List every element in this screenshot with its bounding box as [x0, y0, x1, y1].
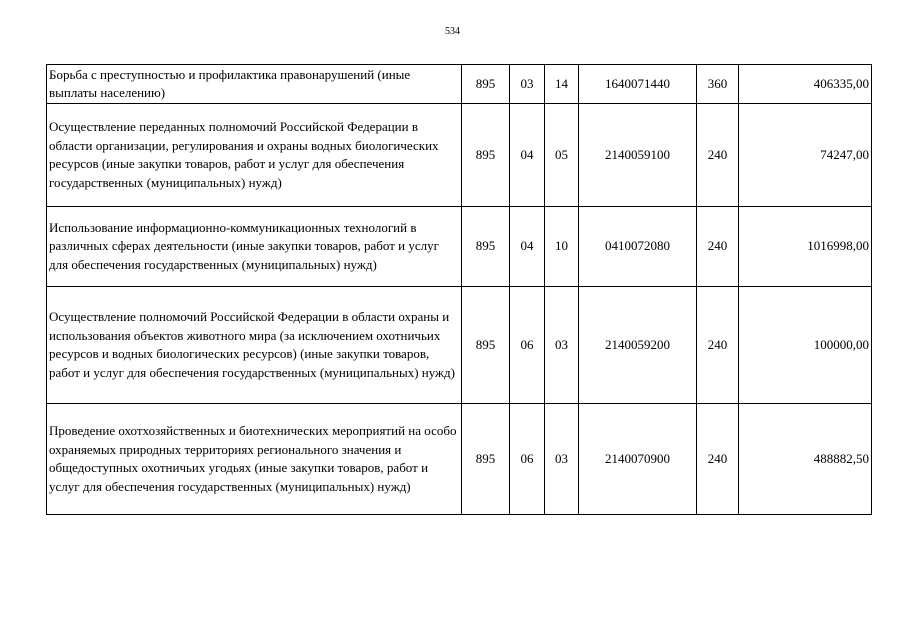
- row-amount: 74247,00: [739, 104, 872, 207]
- table-row: [47, 404, 872, 515]
- row-expense-type-code: 240: [697, 404, 739, 515]
- row-section-code: 04: [510, 207, 545, 287]
- row-amount: 488882,50: [739, 404, 872, 515]
- row-grbs-code: 895: [462, 404, 510, 515]
- row-description: Проведение охотхозяйственных и биотехнических мероприятий на особо охраняемых природных территориях регионального значения и общедоступных охотничьих угодьях (иные закупки товаров, работ и услуг для обеспечения государственных (муниципальных) нужд): [47, 404, 462, 515]
- row-description: Использование информационно-коммуникационных технологий в различных сферах деятельности (иные закупки товаров, работ и услуг для обеспечения государственных (муниципальных) нужд): [47, 207, 462, 287]
- page-number: 534: [445, 26, 460, 37]
- row-target-article-code: 2140059100: [579, 104, 697, 207]
- table-row: [47, 104, 872, 207]
- row-subsection-code: 03: [545, 287, 579, 404]
- row-amount: 406335,00: [739, 65, 872, 104]
- row-target-article-code: 2140070900: [579, 404, 697, 515]
- row-section-code: 04: [510, 104, 545, 207]
- budget-table: [46, 64, 872, 515]
- row-subsection-code: 05: [545, 104, 579, 207]
- row-subsection-code: 10: [545, 207, 579, 287]
- row-target-article-code: 0410072080: [579, 207, 697, 287]
- table-row: [47, 207, 872, 287]
- row-target-article-code: 2140059200: [579, 287, 697, 404]
- row-expense-type-code: 240: [697, 207, 739, 287]
- row-subsection-code: 03: [545, 404, 579, 515]
- row-description: Борьба с преступностью и профилактика правонарушений (иные выплаты населению): [47, 65, 462, 104]
- row-expense-type-code: 240: [697, 104, 739, 207]
- row-subsection-code: 14: [545, 65, 579, 104]
- table-row: [47, 287, 872, 404]
- row-target-article-code: 1640071440: [579, 65, 697, 104]
- row-grbs-code: 895: [462, 287, 510, 404]
- row-amount: 100000,00: [739, 287, 872, 404]
- row-expense-type-code: 360: [697, 65, 739, 104]
- row-description: Осуществление полномочий Российской Федерации в области охраны и использования объектов животного мира (за исключением охотничьих ресурсов и водных биологических ресурсов) (иные закупки товаров, работ и услуг для обеспечения государственных (муниципальных) нужд): [47, 287, 462, 404]
- row-section-code: 03: [510, 65, 545, 104]
- row-grbs-code: 895: [462, 104, 510, 207]
- row-amount: 1016998,00: [739, 207, 872, 287]
- row-grbs-code: 895: [462, 65, 510, 104]
- row-section-code: 06: [510, 404, 545, 515]
- row-grbs-code: 895: [462, 207, 510, 287]
- table-row: [47, 65, 872, 104]
- row-description: Осуществление переданных полномочий Российской Федерации в области организации, регулирования и охраны водных биологических ресурсов (иные закупки товаров, работ и услуг для обеспечения государственных (муниципальных) нужд): [47, 104, 462, 207]
- row-expense-type-code: 240: [697, 287, 739, 404]
- row-section-code: 06: [510, 287, 545, 404]
